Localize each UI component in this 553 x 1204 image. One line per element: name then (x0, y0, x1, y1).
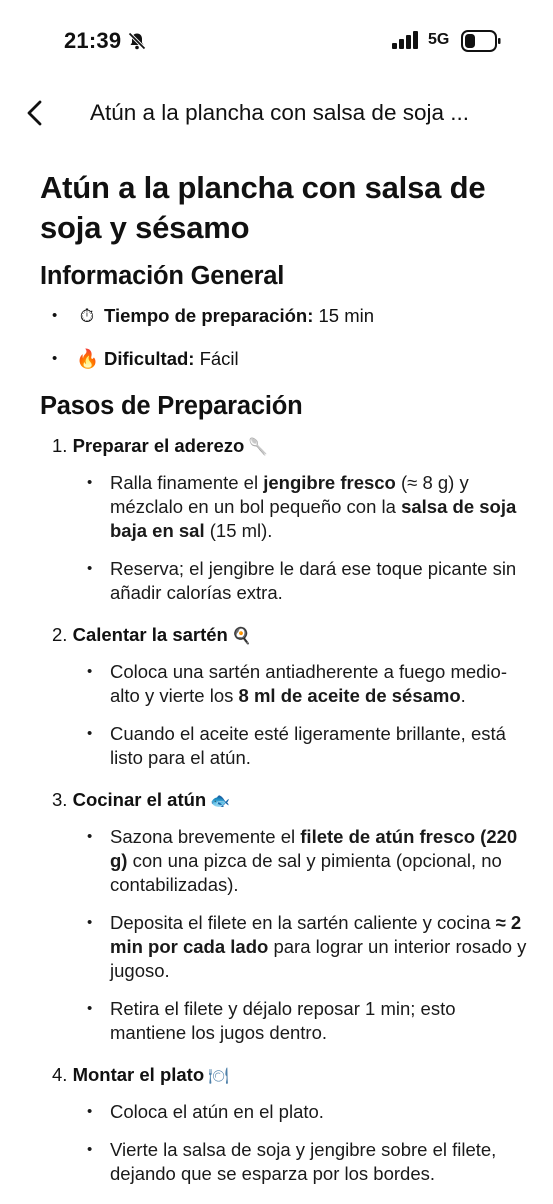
instruction-text: (≈ 8 g) y mézclalo en un bol pequeño con la (110, 472, 469, 517)
step-heading (40, 788, 530, 813)
step-heading (40, 434, 530, 459)
info-label: Dificultad: (104, 348, 195, 369)
steps-heading: Pasos de Preparación (40, 392, 303, 420)
status-time: 21:39 (64, 28, 122, 53)
instruction-item (110, 997, 530, 1045)
stopwatch-icon: ⏱ (79, 306, 95, 327)
instruction-text: Retira el filete y déjalo reposar 1 min; esto mantiene los jugos dentro. (110, 998, 456, 1043)
info-list (40, 304, 530, 372)
step-number: 4. (52, 1064, 73, 1085)
info-label: Tiempo de preparación: (104, 305, 314, 326)
instruction-item (110, 1100, 530, 1124)
instruction-text: (15 ml). (204, 520, 273, 541)
recipe-title: Atún a la plancha con salsa de soja y sésamo (40, 170, 486, 245)
instruction-highlight: 8 ml de aceite de sésamo (238, 685, 461, 706)
instruction-text: Reserva; el jengibre le dará ese toque picante sin añadir calorías extra. (110, 558, 517, 603)
fire-icon: 🔥 (76, 349, 100, 370)
step-instructions (40, 1100, 530, 1186)
instruction-highlight: salsa de soja baja en sal (110, 496, 517, 541)
instruction-text: con una pizca de sal y pimienta (opcional, no contabilizadas). (110, 850, 502, 895)
info-heading: Información General (40, 262, 285, 290)
step-heading (40, 623, 530, 648)
step-title: Preparar el aderezo (72, 435, 245, 456)
fish-icon: 🐟 (210, 791, 231, 810)
steps-list (40, 434, 530, 1186)
plate-icon: 🍽 (208, 1066, 229, 1085)
network-label: 5G (428, 31, 450, 48)
instruction-item (110, 722, 530, 770)
spoon-icon: 🥄 (248, 437, 269, 456)
instruction-text: . (460, 685, 466, 706)
info-value: 15 min (318, 305, 375, 326)
info-value: Fácil (199, 348, 239, 369)
step-instructions (40, 471, 530, 605)
step-number: 1. (52, 435, 73, 456)
step-item (40, 788, 530, 1045)
battery-icon (461, 30, 501, 52)
back-chevron-icon[interactable] (22, 98, 50, 128)
instruction-text: Ralla finamente el (110, 472, 264, 493)
instruction-text: Deposita el filete en la sartén caliente y cocina (110, 912, 496, 933)
bell-muted-icon (127, 31, 147, 51)
instruction-text: Coloca una sartén antiadherente a fuego medio-alto y vierte los (110, 661, 507, 706)
instruction-text: Cuando el aceite esté ligeramente brillante, está listo para el atún. (110, 723, 506, 768)
recipe-content (40, 168, 530, 1204)
instruction-item (110, 660, 530, 708)
navigation-bar (0, 88, 553, 138)
step-item (40, 623, 530, 770)
step-title: Cocinar el atún (72, 789, 207, 810)
signal-icon (392, 31, 420, 49)
instruction-item (110, 1138, 530, 1186)
step-number: 3. (52, 789, 73, 810)
instruction-text: para lograr un interior rosado y jugoso. (110, 936, 527, 981)
instruction-item (110, 911, 530, 983)
instruction-text: Sazona brevemente el (110, 826, 301, 847)
step-instructions (40, 825, 530, 1045)
info-item-difficulty (40, 347, 530, 372)
step-title: Calentar la sartén (72, 624, 228, 645)
instruction-item (110, 825, 530, 897)
instruction-highlight: filete de atún fresco (220 g) (110, 826, 518, 871)
info-item-prep-time (40, 304, 530, 329)
instruction-text: Vierte la salsa de soja y jengibre sobre el filete, dejando que se esparza por los bordes. (110, 1139, 497, 1184)
instruction-highlight: jengibre fresco (263, 472, 396, 493)
nav-title: Atún a la plancha con salsa de soja ... (90, 100, 469, 125)
step-heading (40, 1063, 530, 1088)
instruction-item (110, 471, 530, 543)
step-number: 2. (52, 624, 73, 645)
instruction-text: Coloca el atún en el plato. (110, 1101, 324, 1122)
frying-pan-icon: 🍳 (231, 626, 252, 645)
step-item (40, 434, 530, 605)
instruction-item (110, 557, 530, 605)
status-bar (0, 0, 553, 80)
instruction-highlight: ≈ 2 min por cada lado (110, 912, 522, 957)
step-item (40, 1063, 530, 1186)
step-title: Montar el plato (72, 1064, 205, 1085)
step-instructions (40, 660, 530, 770)
